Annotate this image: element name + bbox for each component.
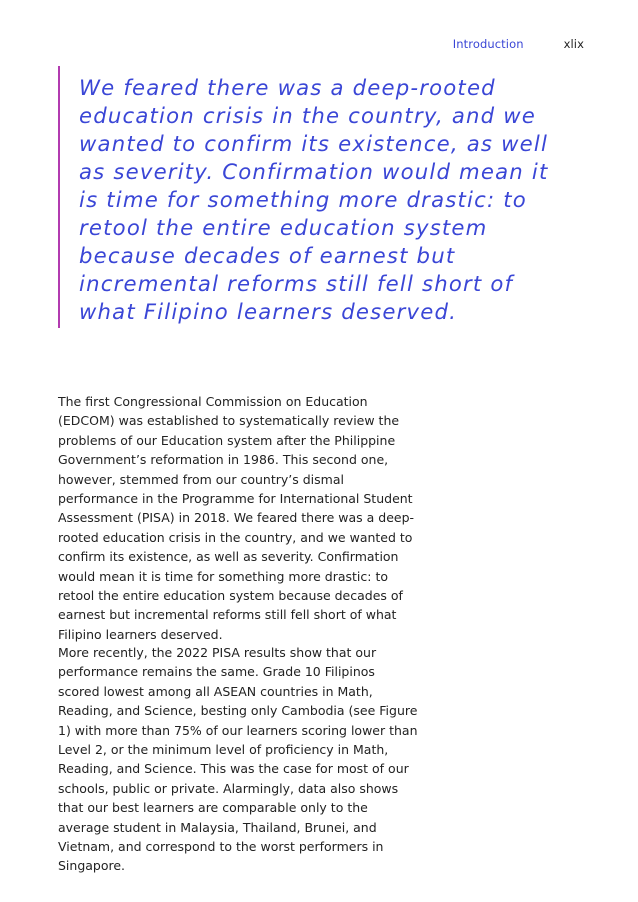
- running-header: [453, 37, 584, 51]
- pull-quote: [58, 66, 558, 328]
- body-paragraph-1: The first Congressional Commission on Education (EDCOM) was established to systematically review the problems of our Education system after the Philippine Government’s reformation in 1986. This second one, however, stemmed from our country’s dismal performance in the Programme for International Student Assessment (PISA) in 2018. We feared there was a deep-rooted education crisis in the country, and we wanted to confirm its existence, as well as severity. Confirmation would mean it is time for something more drastic: to retool the entire education system because decades of earnest but incremental reforms still fell short of what Filipino learners deserved.: [58, 394, 415, 642]
- pull-quote-text: We feared there was a deep-rooted education crisis in the country, and we wanted to confirm its existence, as well as severity. Confirmation would mean it is time for something more drastic: to retool the entire education system because decades of earnest but incremental reforms still fell short of what Filipino learners deserved.: [79, 75, 549, 324]
- page-number: xlix: [563, 37, 584, 51]
- body-paragraph-2: More recently, the 2022 PISA results show that our performance remains the same. Grade 10 Filipinos scored lowest among all ASEAN countries in Math, Reading, and Science, besting only Cambodia (see Figure 1) with more than 75% of our learners scoring lower than Level 2, or the minimum level of proficiency in Math, Reading, and Science. This was the case for most of our schools, public or private. Alarmingly, data also shows that our best learners are comparable only to the average student in Malaysia, Thailand, Brunei, and Vietnam, and correspond to the worst performers in Singapore.: [58, 645, 418, 874]
- pull-quote-accent-bar: [58, 66, 60, 328]
- section-title: Introduction: [452, 37, 524, 51]
